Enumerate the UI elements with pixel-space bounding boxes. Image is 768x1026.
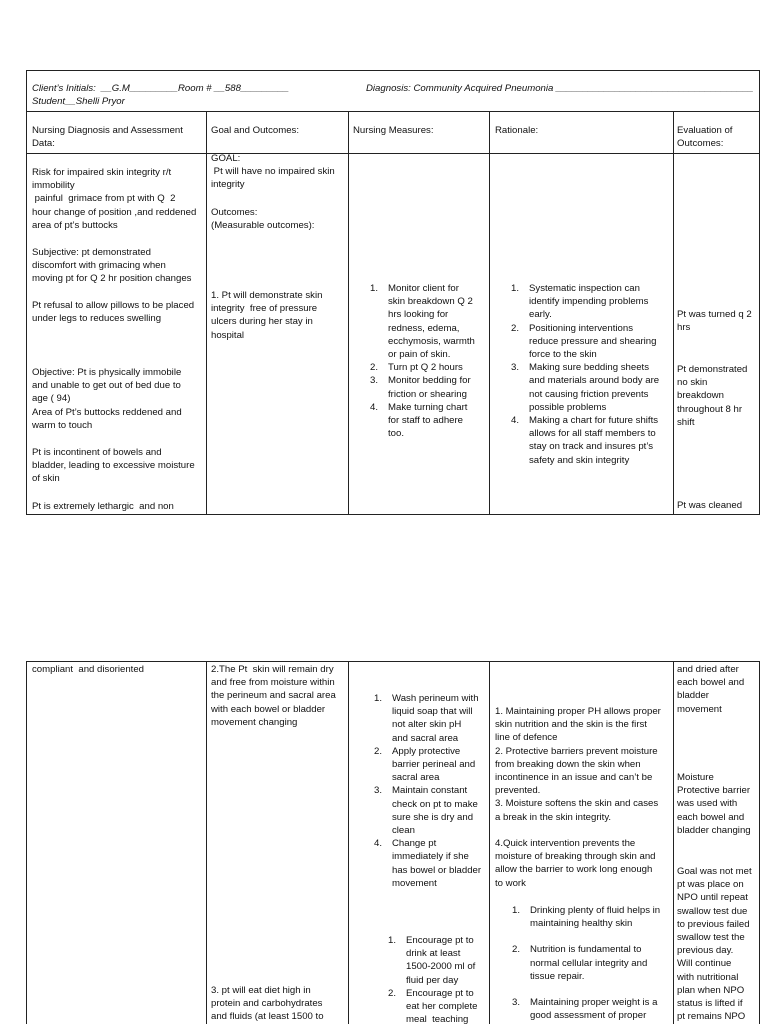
table1-col-divider-2 (348, 111, 349, 515)
outcome-2: 2.The Pt skin will remain dry and free from moisture within the perineum and sacral area with each bowel or bladder movement changing (211, 664, 336, 728)
list-item: 1. Drinking plenty of fluid helps in maintaining healthy skin (512, 905, 661, 930)
evaluation-goal-not-met: Goal was not met pt was place on NPO until repeat swallow test due to previous failed swallow test the previous day. Will continue with nutritional plan when NPO status is lifted if pt remains NPO (677, 866, 752, 1023)
table2-col-divider-3 (489, 661, 490, 1024)
outcome-1: 1. Pt will demonstrate skin integrity free of pressure ulcers during her stay in hospital (211, 290, 323, 341)
list-item: 2. Apply protective barrier perineal and sacral area (374, 745, 476, 784)
table1-column-header-divider (26, 153, 760, 154)
list-item: 3. Making sure bedding sheets and materials around body are not causing friction prevents possible problems (511, 362, 660, 413)
list-item: 1. Monitor client for skin breakdown Q 2 hrs looking for redness, edema, ecchymosis, warmth or pain of skin. (370, 283, 475, 361)
table2-col-divider-4 (673, 661, 674, 1024)
rationale-page2: 1. Maintaining proper PH allows proper skin nutrition and the skin is the first line of defence 2. Protective barriers prevent moisture from breaking down the skin when incontinence in an issue and can’t be prevented. 3. Moisture softens the skin and cases a break in the skin integrity. (495, 706, 661, 823)
list-item: 2. Turn pt Q 2 hours (370, 362, 463, 374)
measures-list-page2 (374, 692, 481, 890)
list-item: 2. Encourage pt to eat her complete meal teaching (388, 987, 478, 1026)
table1-right-border (759, 70, 760, 515)
room-number: Room # __588_________ (178, 83, 289, 94)
evaluation-cleaned: Pt was cleaned (677, 500, 743, 511)
table1-col-divider-1 (206, 111, 207, 515)
assessment-subjective: Subjective: pt demonstrated discomfort with grimacing when moving pt for Q 2 hr position changes (32, 247, 192, 285)
rationale-4-page2: 4.Quick intervention prevents the moisture of breaking through skin and allow the barrier to work long enough to work (495, 838, 656, 889)
assessment-continued: compliant and disoriented (32, 664, 144, 675)
measures-list-page1 (370, 282, 475, 440)
column-header-evaluation: Evaluation of Outcomes: (677, 125, 733, 150)
table1-col-divider-3 (489, 111, 490, 515)
table2-col-divider-1 (206, 661, 207, 1024)
evaluation-dried: and dried after each bowel and bladder movement (677, 664, 745, 715)
list-item: 1. Encourage pt to drink at least 1500-2000 ml of fluid per day (388, 935, 476, 986)
assessment-buttocks: Area of Pt’s buttocks reddened and warm to touch (32, 407, 182, 432)
column-header-measures: Nursing Measures: (353, 125, 434, 136)
rationale-list-page2-nutrition (512, 904, 660, 1022)
table1-top-border (26, 70, 760, 71)
measures-list-page2-nutrition (388, 934, 477, 1026)
outcome-3: 3. pt will eat diet high in protein and carbohydrates and fluids (at least 1500 to (211, 985, 324, 1023)
rationale-list-page1 (511, 282, 659, 467)
assessment-nursing-diagnosis: Risk for impaired skin integrity r/t immobility painful grimace from pt with Q 2 hour change of position ,and reddened area of pt’s buttocks (32, 167, 197, 231)
list-item: 2. Positioning interventions reduce pressure and shearing force to the skin (511, 322, 657, 361)
table1-left-border (26, 70, 27, 515)
assessment-incontinence: Pt is incontinent of bowels and bladder, leading to excessive moisture of skin (32, 447, 195, 485)
table2-right-border (759, 661, 760, 1024)
evaluation-turned: Pt was turned q 2 hrs (677, 309, 752, 334)
list-item: 4. Making a chart for future shifts allows for all staff members to stay on track and insures pt’s safety and skin integrity (511, 415, 659, 466)
list-item: 1. Wash perineum with liquid soap that will not alter skin pH and sacral area (374, 693, 479, 744)
table1-col-divider-4 (673, 111, 674, 515)
evaluation-barrier: Moisture Protective barrier was used with each bowel and bladder changing (677, 772, 751, 836)
list-item: 4. Make turning chart for staff to adhere too. (370, 401, 468, 440)
table2-col-divider-2 (348, 661, 349, 1024)
table1-header-divider (26, 111, 760, 112)
list-item: 1. Systematic inspection can identify impending problems early. (511, 283, 649, 321)
assessment-lethargic: Pt is extremely lethargic and non (32, 501, 174, 512)
assessment-objective: Objective: Pt is physically immobile and unable to get out of bed due to age ( 94) (32, 367, 182, 405)
list-item: 3. Maintaining proper weight is a good assessment of proper (512, 997, 658, 1022)
diagnosis: Diagnosis: Community Acquired Pneumonia _____________________________________ (366, 83, 754, 94)
table2-top-border (26, 661, 760, 662)
column-header-rationale: Rationale: (495, 125, 539, 136)
table1-bottom-border (26, 514, 760, 515)
column-header-assessment: Nursing Diagnosis and Assessment Data: (32, 125, 183, 150)
assessment-pillow-refusal: Pt refusal to allow pillows to be placed under legs to reduces swelling (32, 300, 195, 325)
list-item: 3. Monitor bedding for friction or shearing (370, 375, 471, 400)
clients-initials: Client’s Initials: __G.M_________ (32, 83, 178, 94)
column-header-goals: Goal and Outcomes: (211, 125, 299, 136)
outcomes-heading: Outcomes: (Measurable outcomes): (211, 207, 315, 232)
evaluation-no-breakdown: Pt demonstrated no skin breakdown throughout 8 hr shift (677, 364, 748, 428)
goal-statement: GOAL: Pt will have no impaired skin integrity (211, 153, 335, 191)
list-item: 4. Change pt immediately if she has bowel or bladder movement (374, 838, 482, 889)
student-name: Student__Shelli Pryor (32, 96, 125, 107)
list-item: 3. Maintain constant check on pt to make sure she is dry and clean (374, 785, 478, 837)
list-item: 2. Nutrition is fundamental to normal cellular integrity and tissue repair. (512, 944, 648, 982)
table2-left-border (26, 661, 27, 1024)
